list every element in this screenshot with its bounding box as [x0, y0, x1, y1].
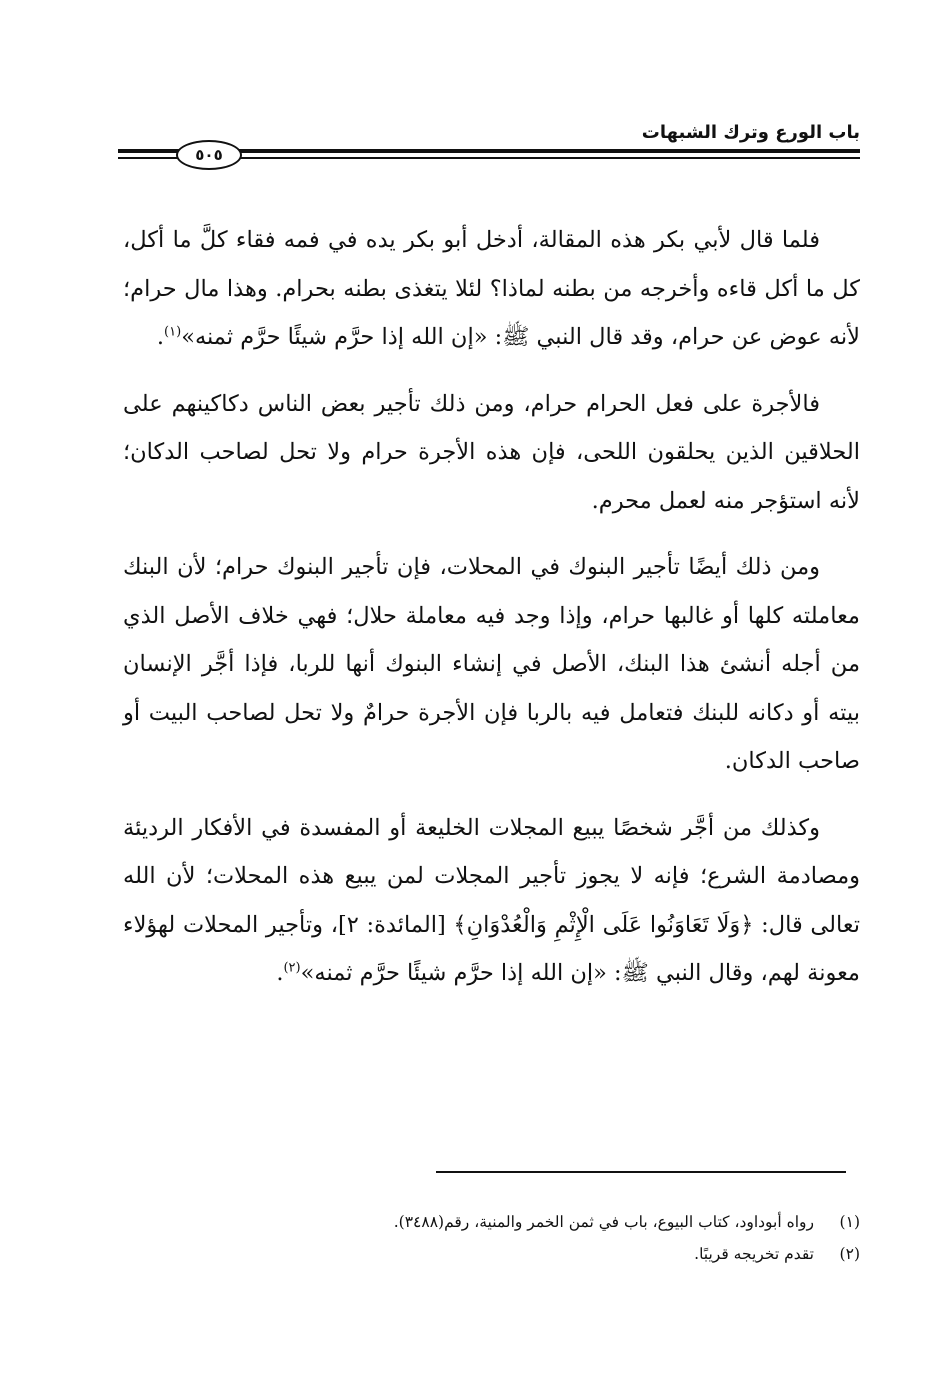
paragraph	[123, 804, 860, 998]
paragraph-text: فلما قال لأبي بكر هذه المقالة، أدخل أبو بكر يده في فمه فقاء كلَّ ما أكل، كل ما أكل قاءه وأخرجه من بطنه لماذا؟ لئلا يتغذى بطنه بحرام. وهذا مال حرام؛ لأنه عوض عن حرام، وقد قال النبي ﷺ: «إن الله إذا حرَّم شيئًا حرَّم ثمنه»	[123, 227, 860, 350]
paragraph-tail: .	[276, 960, 284, 986]
header-rule-left-thick	[118, 149, 180, 153]
header-rule-left-thin	[118, 157, 180, 159]
paragraph: فالأجرة على فعل الحرام حرام، ومن ذلك تأجير بعض الناس دكاكينهم على الحلاقين الذين يحلقون اللحى، فإن هذه الأجرة حرام ولا تحل لصاحب الدكان؛ لأنه استؤجر منه لعمل محرم.	[123, 390, 860, 514]
chapter-title: باب الورع وترك الشبهات	[641, 122, 860, 143]
footnote-number: (٢)	[839, 1245, 860, 1263]
footnote-number: (١)	[839, 1213, 860, 1231]
footnote-marker: (٢)	[283, 960, 301, 976]
footnote	[123, 1238, 860, 1270]
running-header	[118, 112, 860, 172]
page-number: ٥٠٥	[176, 140, 242, 170]
header-rule-right-thick	[236, 149, 860, 153]
footnote-marker: (١)	[164, 324, 182, 340]
header-rule-right-thin	[236, 157, 860, 159]
paragraph	[123, 216, 860, 362]
footnote	[123, 1206, 860, 1238]
footnote-text: رواه أبوداود، كتاب البيوع، باب في ثمن الخمر والمنية، رقم(٣٤٨٨).	[393, 1213, 814, 1231]
footnote-text: تقدم تخريجه قريبًا.	[694, 1245, 814, 1263]
footnote-separator	[436, 1171, 846, 1173]
paragraph: ومن ذلك أيضًا تأجير البنوك في المحلات، فإن تأجير البنوك حرام؛ لأن البنك معاملته كلها أو غالبها حرام، وإذا وجد فيه معاملة حلال؛ فهي خلاف الأصل الذي من أجله أنشئ هذا البنك، الأصل في إنشاء البنوك أنها للربا، فإذا أجَّر الإنسان بيته أو دكانه للبنك فتعامل فيه بالربا فإن الأجرة حرامٌ ولا تحل لصاحب البيت أو صاحب الدكان.	[123, 554, 860, 774]
main-text	[123, 216, 860, 998]
paragraph-tail: .	[156, 324, 165, 350]
footnotes	[123, 1206, 860, 1270]
paragraph-text: وكذلك من أجَّر شخصًا يبيع المجلات الخليعة أو المفسدة في الأفكار الرديئة ومصادمة الشرع؛ فإنه لا يجوز تأجير المجلات لمن يبيع هذه المحلات؛ لأن الله تعالى قال: ﴿وَلَا تَعَاوَنُوا عَلَى الْإِثْمِ وَالْعُدْوَانِ﴾ [المائدة: ٢]، وتأجير المحلات لهؤلاء معونة لهم، وقال النبي ﷺ: «إن الله إذا حرَّم شيئًا حرَّم ثمنه»	[123, 814, 860, 986]
